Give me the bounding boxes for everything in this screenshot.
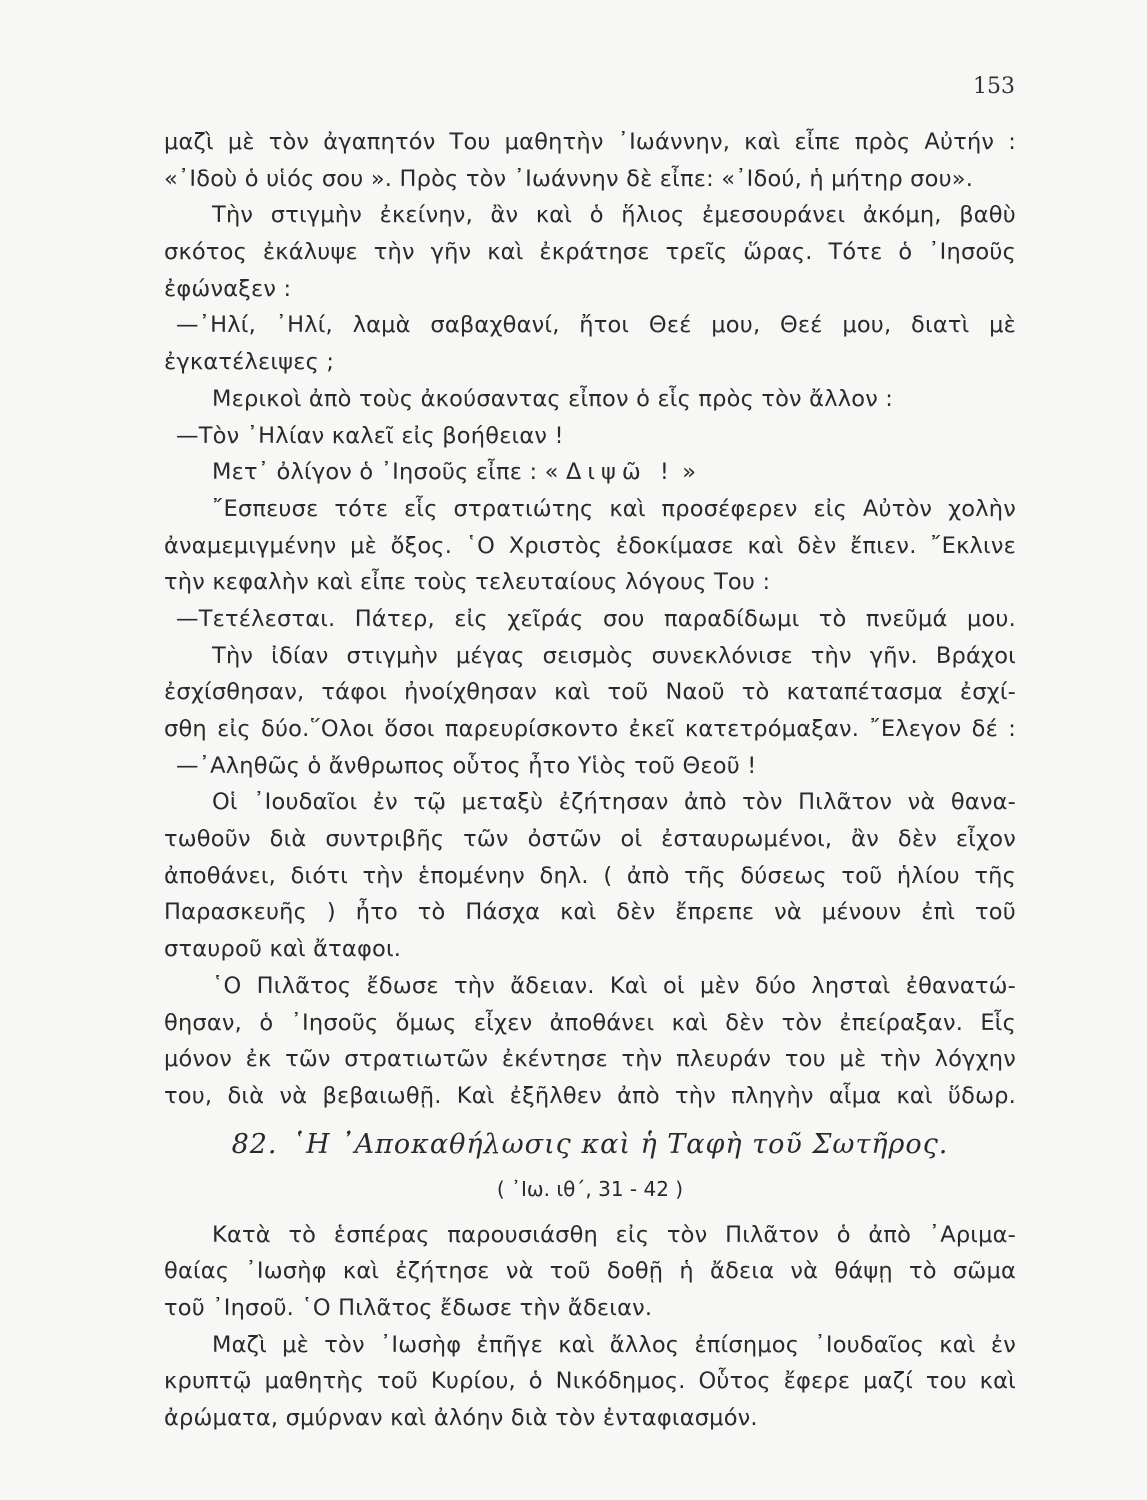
- text-segment: »: [674, 459, 697, 486]
- text-line: ἀποθάνει, διότι τὴν ἑπομένην δηλ. ( ἀπὸ τῆς δύσεως τοῦ ἡλίου τῆς: [164, 862, 1016, 889]
- text-line: ἐγκατέλειψες ;: [164, 349, 335, 376]
- section-number: 82.: [231, 1128, 278, 1160]
- text-line: ἐσχίσθησαν, τάφοι ἠνοίχθησαν καὶ τοῦ Ναοῦ τὸ καταπέτασμα ἐσχί-: [164, 679, 1016, 706]
- page-number: 153: [973, 74, 1015, 99]
- spaced-word: Διψῶ !: [565, 459, 675, 486]
- text-line: Οἱ ᾿Ιουδαῖοι ἐν τῷ μεταξὺ ἐζήτησαν ἀπὸ τὸν Πιλᾶτον νὰ θανα-: [212, 789, 1016, 816]
- text-line: σθη εἰς δύο.῞Ολοι ὅσοι παρευρίσκοντο ἐκεῖ κατετρόμαξαν. ῎Ελεγον δέ :: [164, 716, 1016, 742]
- text-line: τοῦ ᾿Ιησοῦ. ῾Ο Πιλᾶτος ἔδωσε τὴν ἄδειαν.: [164, 1294, 653, 1321]
- text-line: ἐφώναξεν :: [164, 275, 292, 302]
- text-line: σταυροῦ καὶ ἄταφοι.: [164, 936, 402, 963]
- text-line: θαίας ᾿Ιωσὴφ καὶ ἐζήτησε νὰ τοῦ δοθῇ ἡ ἄδεια νὰ θάψῃ τὸ σῶμα: [164, 1258, 1016, 1285]
- text-line: σκότος ἐκάλυψε τὴν γῆν καὶ ἐκράτησε τρεῖς ὥρας. Τότε ὁ ᾿Ιησοῦς: [164, 239, 1016, 266]
- text-line: ῾Ο Πιλᾶτος ἔδωσε τὴν ἄδειαν. Καὶ οἱ μὲν δύο λησταὶ ἐθανατώ-: [212, 972, 1016, 999]
- text-line: θησαν, ὁ ᾿Ιησοῦς ὅμως εἶχεν ἀποθάνει καὶ δὲν τὸν ἐπείραξαν. Εἷς: [164, 1009, 1016, 1036]
- text-line: [164, 454, 1016, 491]
- text-line: Μερικοὶ ἀπὸ τοὺς ἀκούσαντας εἶπον ὁ εἷς πρὸς τὸν ἄλλον :: [212, 385, 894, 412]
- page-body: [164, 124, 1016, 1437]
- scripture-reference: ( ᾿Ιω. ιθ΄, 31 - 42 ): [496, 1176, 684, 1201]
- dialogue-line: —Τετέλεσται. Πάτερ, εἰς χεῖράς σου παραδίδωμι τὸ πνεῦμά μου.: [176, 605, 1016, 632]
- dialogue-line: —᾿Ηλί, ᾿Ηλί, λαμὰ σαβαχθανί, ἤτοι Θεέ μου, Θεέ μου, διατὶ μὲ: [176, 312, 1016, 339]
- text-line: τὴν κεφαλὴν καὶ εἶπε τοὺς τελευταίους λόγους Του :: [164, 569, 771, 596]
- dialogue-line: —᾿Αληθῶς ὁ ἄνθρωπος οὗτος ἦτο Υἱὸς τοῦ Θεοῦ !: [176, 752, 757, 779]
- text-line: κρυπτῷ μαθητὴς τοῦ Κυρίου, ὁ Νικόδημος. Οὗτος ἔφερε μαζί του καὶ: [164, 1368, 1016, 1395]
- text-line: Κατὰ τὸ ἑσπέρας παρουσιάσθη εἰς τὸν Πιλᾶτον ὁ ἀπὸ ᾿Αριμα-: [212, 1221, 1016, 1248]
- text-line: ῎Εσπευσε τότε εἷς στρατιώτης καὶ προσέφερεν εἰς Αὐτὸν χολὴν: [212, 495, 1016, 522]
- text-line: ἀρώματα, σμύρναν καὶ ἀλόην διὰ τὸν ἐνταφιασμόν.: [164, 1405, 758, 1431]
- text-line: μόνον ἐκ τῶν στρατιωτῶν ἐκέντησε τὴν πλευράν του μὲ τὴν λόγχην: [164, 1046, 1016, 1073]
- text-line: του, διὰ νὰ βεβαιωθῇ. Καὶ ἐξῆλθεν ἀπὸ τὴν πληγὴν αἷμα καὶ ὕδωρ.: [164, 1082, 1016, 1109]
- text-segment: Μετ᾿ ὀλίγον ὁ ᾿Ιησοῦς εἶπε : «: [212, 459, 566, 486]
- section-title: ῾Η ᾿Αποκαθήλωσις καὶ ἡ Ταφὴ τοῦ Σωτῆρος.: [291, 1128, 949, 1160]
- text-line: Μαζὶ μὲ τὸν ᾿Ιωσὴφ ἐπῆγε καὶ ἄλλος ἐπίσημος ᾿Ιουδαῖος καὶ ἐν: [212, 1331, 1016, 1358]
- text-line: Τὴν στιγμὴν ἐκείνην, ἂν καὶ ὁ ἥλιος ἐμεσουράνει ἀκόμη, βαθὺ: [212, 202, 1016, 229]
- text-line: «᾿Ιδοὺ ὁ υἱός σου ». Πρὸς τὸν ᾿Ιωάννην δὲ εἶπε: «᾿Ιδού, ἡ μήτηρ σου».: [164, 165, 974, 192]
- dialogue-line: —Τὸν ᾿Ηλίαν καλεῖ εἰς βοήθειαν !: [176, 422, 564, 449]
- text-line: Τὴν ἰδίαν στιγμὴν μέγας σεισμὸς συνεκλόνισε τὴν γῆν. Βράχοι: [212, 642, 1016, 669]
- text-line: μαζὶ μὲ τὸν ἀγαπητόν Του μαθητὴν ᾿Ιωάννην, καὶ εἶπε πρὸς Αὐτήν :: [164, 129, 1016, 155]
- text-line: τωθοῦν διὰ συντριβῆς τῶν ὀστῶν οἱ ἐσταυρωμένοι, ἂν δὲν εἶχον: [164, 826, 1016, 853]
- text-line: ἀναμεμιγμένην μὲ ὄξος. ῾Ο Χριστὸς ἐδοκίμασε καὶ δὲν ἔπιεν. ῎Εκλινε: [164, 532, 1016, 559]
- text-line: Παρασκευῆς ) ἦτο τὸ Πάσχα καὶ δὲν ἔπρεπε νὰ μένουν ἐπὶ τοῦ: [164, 899, 1016, 926]
- section-heading: [164, 1119, 1016, 1171]
